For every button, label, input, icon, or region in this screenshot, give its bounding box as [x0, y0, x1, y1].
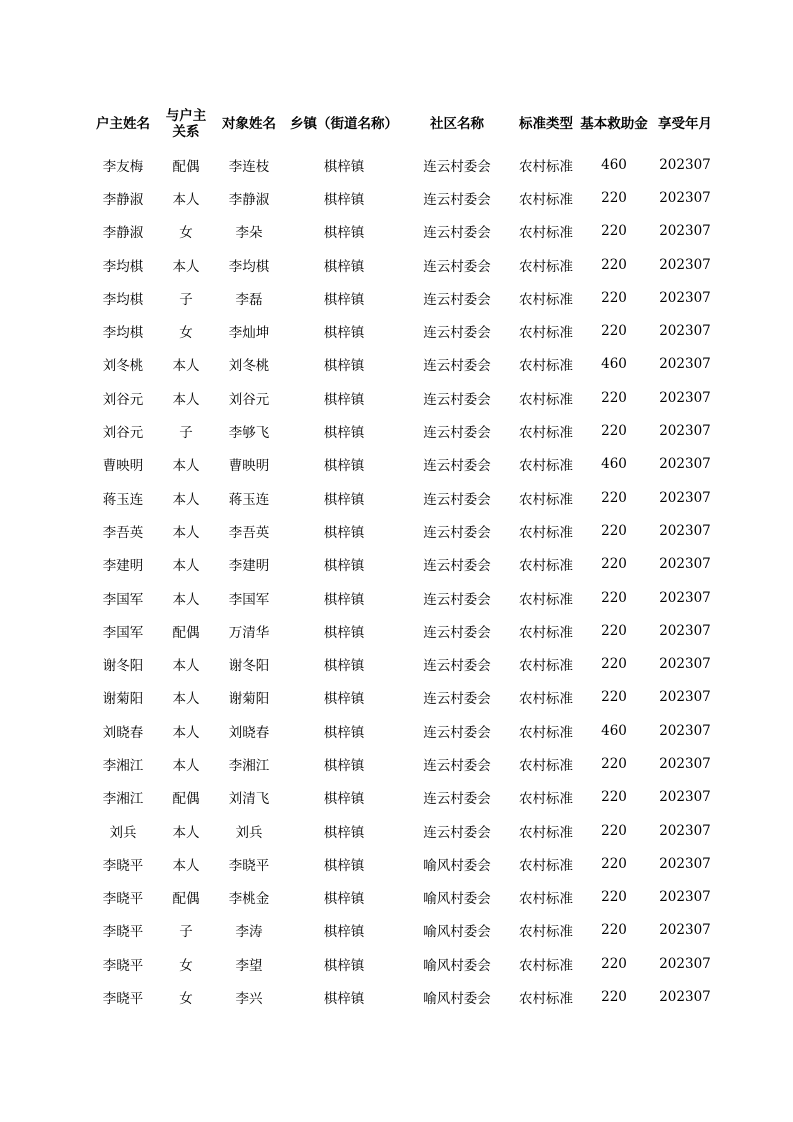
- table-row: [84, 481, 720, 514]
- cell-township: 棋梓镇: [323, 225, 365, 242]
- cell-township: 棋梓镇: [323, 358, 365, 375]
- cell-township: 棋梓镇: [323, 591, 365, 608]
- cell-householder: 谢冬阳: [102, 658, 144, 675]
- cell-community: 连云村委会: [423, 158, 491, 175]
- cell-township: 棋梓镇: [323, 325, 365, 342]
- cell-community: 连云村委会: [423, 225, 491, 242]
- cell-standard-type: 农村标准: [519, 624, 573, 641]
- cell-householder: 李晓平: [102, 924, 144, 941]
- cell-relief-amount: 460: [601, 722, 627, 739]
- cell-period: 202307: [659, 323, 711, 340]
- cell-standard-type: 农村标准: [519, 191, 573, 208]
- cell-relation: 女: [179, 957, 193, 974]
- cell-relation: 子: [179, 425, 193, 442]
- cell-householder: 刘冬桃: [102, 358, 144, 375]
- cell-relief-amount: 220: [601, 189, 627, 206]
- cell-relief-amount: 460: [601, 456, 627, 473]
- cell-relation: 女: [179, 225, 193, 242]
- cell-relation: 女: [179, 325, 193, 342]
- cell-community: 喻风村委会: [423, 857, 491, 874]
- cell-township: 棋梓镇: [323, 558, 365, 575]
- cell-standard-type: 农村标准: [519, 358, 573, 375]
- cell-period: 202307: [659, 156, 711, 173]
- cell-householder: 李晓平: [102, 891, 144, 908]
- cell-township: 棋梓镇: [323, 624, 365, 641]
- cell-relief-amount: 220: [601, 223, 627, 240]
- cell-period: 202307: [659, 989, 711, 1006]
- table-row: [84, 881, 720, 914]
- table-row: [84, 847, 720, 880]
- cell-householder: 刘晓春: [102, 724, 144, 741]
- cell-township: 棋梓镇: [323, 524, 365, 541]
- cell-township: 棋梓镇: [323, 291, 365, 308]
- cell-period: 202307: [659, 722, 711, 739]
- header-period: 享受年月: [658, 116, 712, 132]
- cell-relation: 子: [179, 924, 193, 941]
- cell-community: 连云村委会: [423, 824, 491, 841]
- cell-relief-amount: 220: [601, 689, 627, 706]
- table-row: [84, 581, 720, 614]
- cell-householder: 李晓平: [102, 957, 144, 974]
- cell-householder: 李建明: [102, 558, 144, 575]
- cell-householder: 李湘江: [102, 757, 144, 774]
- cell-relation: 子: [179, 291, 193, 308]
- cell-subject-name: 谢菊阳: [228, 691, 270, 708]
- cell-standard-type: 农村标准: [519, 857, 573, 874]
- cell-relief-amount: 220: [601, 955, 627, 972]
- cell-standard-type: 农村标准: [519, 458, 573, 475]
- cell-community: 连云村委会: [423, 391, 491, 408]
- cell-relation: 本人: [172, 524, 200, 541]
- cell-relief-amount: 220: [601, 256, 627, 273]
- table-row: [84, 414, 720, 447]
- header-subject-name: 对象姓名: [222, 116, 276, 132]
- cell-community: 喻风村委会: [423, 891, 491, 908]
- cell-relation: 本人: [172, 591, 200, 608]
- cell-period: 202307: [659, 423, 711, 440]
- table-row: [84, 681, 720, 714]
- table-row: [84, 614, 720, 647]
- cell-subject-name: 李晓平: [228, 857, 270, 874]
- cell-relation: 本人: [172, 724, 200, 741]
- cell-township: 棋梓镇: [323, 724, 365, 741]
- relief-table: [84, 100, 720, 1014]
- cell-township: 棋梓镇: [323, 158, 365, 175]
- cell-householder: 李均棋: [102, 325, 144, 342]
- cell-relation: 本人: [172, 558, 200, 575]
- cell-householder: 李均棋: [102, 291, 144, 308]
- cell-township: 棋梓镇: [323, 191, 365, 208]
- cell-householder: 李国军: [102, 591, 144, 608]
- cell-relief-amount: 460: [601, 356, 627, 373]
- cell-period: 202307: [659, 922, 711, 939]
- cell-subject-name: 李够飞: [228, 425, 270, 442]
- cell-period: 202307: [659, 289, 711, 306]
- cell-township: 棋梓镇: [323, 258, 365, 275]
- cell-period: 202307: [659, 656, 711, 673]
- cell-relief-amount: 220: [601, 323, 627, 340]
- cell-standard-type: 农村标准: [519, 591, 573, 608]
- cell-relation: 本人: [172, 258, 200, 275]
- cell-relief-amount: 220: [601, 423, 627, 440]
- cell-householder: 刘谷元: [102, 391, 144, 408]
- table-row: [84, 148, 720, 181]
- cell-standard-type: 农村标准: [519, 225, 573, 242]
- cell-standard-type: 农村标准: [519, 757, 573, 774]
- cell-householder: 李晓平: [102, 991, 144, 1008]
- cell-community: 连云村委会: [423, 258, 491, 275]
- cell-community: 连云村委会: [423, 425, 491, 442]
- cell-relief-amount: 460: [601, 156, 627, 173]
- header-community: 社区名称: [430, 116, 484, 132]
- table-row: [84, 781, 720, 814]
- cell-township: 棋梓镇: [323, 891, 365, 908]
- cell-township: 棋梓镇: [323, 791, 365, 808]
- cell-relation: 本人: [172, 857, 200, 874]
- cell-relief-amount: 220: [601, 656, 627, 673]
- cell-standard-type: 农村标准: [519, 291, 573, 308]
- cell-period: 202307: [659, 955, 711, 972]
- cell-community: 连云村委会: [423, 358, 491, 375]
- table-row: [84, 314, 720, 347]
- cell-relief-amount: 220: [601, 922, 627, 939]
- cell-community: 连云村委会: [423, 524, 491, 541]
- table-row: [84, 281, 720, 314]
- cell-householder: 李友梅: [102, 158, 144, 175]
- cell-period: 202307: [659, 522, 711, 539]
- cell-relief-amount: 220: [601, 789, 627, 806]
- cell-relation: 本人: [172, 691, 200, 708]
- table-row: [84, 814, 720, 847]
- cell-period: 202307: [659, 689, 711, 706]
- header-township: 乡镇（街道名称）: [290, 116, 398, 132]
- table-row: [84, 348, 720, 381]
- cell-community: 喻风村委会: [423, 991, 491, 1008]
- cell-community: 连云村委会: [423, 724, 491, 741]
- cell-relation: 本人: [172, 358, 200, 375]
- cell-relief-amount: 220: [601, 755, 627, 772]
- cell-period: 202307: [659, 589, 711, 606]
- cell-relief-amount: 220: [601, 989, 627, 1006]
- header-relation: 与户主关系: [165, 108, 207, 140]
- cell-community: 连云村委会: [423, 658, 491, 675]
- cell-community: 连云村委会: [423, 757, 491, 774]
- cell-period: 202307: [659, 755, 711, 772]
- cell-standard-type: 农村标准: [519, 391, 573, 408]
- cell-relation: 配偶: [172, 624, 200, 641]
- table-row: [84, 248, 720, 281]
- cell-period: 202307: [659, 889, 711, 906]
- cell-subject-name: 李磊: [235, 291, 263, 308]
- cell-relief-amount: 220: [601, 822, 627, 839]
- cell-subject-name: 李望: [235, 957, 263, 974]
- cell-relation: 配偶: [172, 791, 200, 808]
- cell-subject-name: 李涛: [235, 924, 263, 941]
- cell-relief-amount: 220: [601, 622, 627, 639]
- header-householder: 户主姓名: [96, 116, 150, 132]
- table-row: [84, 980, 720, 1013]
- cell-relief-amount: 220: [601, 855, 627, 872]
- cell-community: 连云村委会: [423, 591, 491, 608]
- cell-householder: 李国军: [102, 624, 144, 641]
- cell-subject-name: 李均棋: [228, 258, 270, 275]
- cell-subject-name: 李桃金: [228, 891, 270, 908]
- cell-relation: 配偶: [172, 158, 200, 175]
- cell-community: 喻风村委会: [423, 957, 491, 974]
- cell-relation: 本人: [172, 824, 200, 841]
- cell-township: 棋梓镇: [323, 425, 365, 442]
- cell-community: 连云村委会: [423, 291, 491, 308]
- cell-township: 棋梓镇: [323, 991, 365, 1008]
- cell-township: 棋梓镇: [323, 391, 365, 408]
- cell-relation: 本人: [172, 458, 200, 475]
- cell-relief-amount: 220: [601, 556, 627, 573]
- cell-community: 连云村委会: [423, 458, 491, 475]
- cell-subject-name: 李建明: [228, 558, 270, 575]
- cell-subject-name: 刘清飞: [228, 791, 270, 808]
- cell-relation: 本人: [172, 757, 200, 774]
- cell-relief-amount: 220: [601, 289, 627, 306]
- cell-subject-name: 李朵: [235, 225, 263, 242]
- cell-period: 202307: [659, 855, 711, 872]
- cell-period: 202307: [659, 556, 711, 573]
- cell-relief-amount: 220: [601, 589, 627, 606]
- table-row: [84, 947, 720, 980]
- cell-relation: 本人: [172, 191, 200, 208]
- cell-period: 202307: [659, 456, 711, 473]
- cell-subject-name: 李吾英: [228, 524, 270, 541]
- cell-community: 连云村委会: [423, 691, 491, 708]
- cell-community: 喻风村委会: [423, 924, 491, 941]
- cell-standard-type: 农村标准: [519, 724, 573, 741]
- cell-township: 棋梓镇: [323, 957, 365, 974]
- table-body: [84, 148, 720, 1014]
- cell-relation: 本人: [172, 491, 200, 508]
- cell-householder: 曹映明: [102, 458, 144, 475]
- cell-community: 连云村委会: [423, 491, 491, 508]
- cell-standard-type: 农村标准: [519, 957, 573, 974]
- cell-relief-amount: 220: [601, 889, 627, 906]
- cell-relation: 女: [179, 991, 193, 1008]
- cell-relation: 配偶: [172, 891, 200, 908]
- cell-standard-type: 农村标准: [519, 158, 573, 175]
- table-row: [84, 448, 720, 481]
- cell-community: 连云村委会: [423, 191, 491, 208]
- cell-standard-type: 农村标准: [519, 691, 573, 708]
- cell-householder: 李静淑: [102, 191, 144, 208]
- table-row: [84, 647, 720, 680]
- cell-township: 棋梓镇: [323, 458, 365, 475]
- cell-township: 棋梓镇: [323, 757, 365, 774]
- table-row: [84, 548, 720, 581]
- cell-householder: 李均棋: [102, 258, 144, 275]
- cell-relation: 本人: [172, 658, 200, 675]
- cell-subject-name: 刘兵: [235, 824, 263, 841]
- cell-standard-type: 农村标准: [519, 491, 573, 508]
- cell-township: 棋梓镇: [323, 857, 365, 874]
- cell-relief-amount: 220: [601, 489, 627, 506]
- cell-township: 棋梓镇: [323, 924, 365, 941]
- cell-subject-name: 李连枝: [228, 158, 270, 175]
- cell-period: 202307: [659, 822, 711, 839]
- cell-standard-type: 农村标准: [519, 991, 573, 1008]
- table-row: [84, 714, 720, 747]
- cell-period: 202307: [659, 256, 711, 273]
- cell-standard-type: 农村标准: [519, 425, 573, 442]
- cell-standard-type: 农村标准: [519, 891, 573, 908]
- cell-subject-name: 李静淑: [228, 191, 270, 208]
- cell-period: 202307: [659, 356, 711, 373]
- cell-subject-name: 谢冬阳: [228, 658, 270, 675]
- cell-standard-type: 农村标准: [519, 791, 573, 808]
- cell-householder: 谢菊阳: [102, 691, 144, 708]
- table-row: [84, 914, 720, 947]
- cell-subject-name: 李兴: [235, 991, 263, 1008]
- cell-township: 棋梓镇: [323, 824, 365, 841]
- cell-householder: 刘兵: [109, 824, 137, 841]
- cell-period: 202307: [659, 223, 711, 240]
- table-row: [84, 514, 720, 547]
- header-standard-type: 标准类型: [519, 116, 573, 132]
- header-relief-amount: 基本救助金: [580, 116, 648, 132]
- table-header-row: [84, 100, 720, 148]
- cell-subject-name: 刘晓春: [228, 724, 270, 741]
- cell-community: 连云村委会: [423, 624, 491, 641]
- cell-standard-type: 农村标准: [519, 258, 573, 275]
- cell-standard-type: 农村标准: [519, 558, 573, 575]
- cell-period: 202307: [659, 622, 711, 639]
- cell-subject-name: 曹映明: [228, 458, 270, 475]
- cell-relief-amount: 220: [601, 389, 627, 406]
- cell-standard-type: 农村标准: [519, 658, 573, 675]
- cell-householder: 李晓平: [102, 857, 144, 874]
- cell-community: 连云村委会: [423, 325, 491, 342]
- cell-period: 202307: [659, 189, 711, 206]
- cell-householder: 李吾英: [102, 524, 144, 541]
- cell-relief-amount: 220: [601, 522, 627, 539]
- cell-period: 202307: [659, 389, 711, 406]
- cell-subject-name: 刘谷元: [228, 391, 270, 408]
- cell-standard-type: 农村标准: [519, 924, 573, 941]
- cell-householder: 李静淑: [102, 225, 144, 242]
- cell-community: 连云村委会: [423, 558, 491, 575]
- table-row: [84, 215, 720, 248]
- cell-township: 棋梓镇: [323, 491, 365, 508]
- cell-householder: 刘谷元: [102, 425, 144, 442]
- cell-standard-type: 农村标准: [519, 325, 573, 342]
- cell-standard-type: 农村标准: [519, 824, 573, 841]
- table-row: [84, 181, 720, 214]
- cell-subject-name: 刘冬桃: [228, 358, 270, 375]
- cell-subject-name: 李湘江: [228, 757, 270, 774]
- cell-period: 202307: [659, 489, 711, 506]
- cell-householder: 蒋玉连: [102, 491, 144, 508]
- cell-householder: 李湘江: [102, 791, 144, 808]
- cell-standard-type: 农村标准: [519, 524, 573, 541]
- cell-township: 棋梓镇: [323, 658, 365, 675]
- table-row: [84, 747, 720, 780]
- cell-township: 棋梓镇: [323, 691, 365, 708]
- cell-period: 202307: [659, 789, 711, 806]
- cell-subject-name: 万清华: [228, 624, 270, 641]
- table-row: [84, 381, 720, 414]
- cell-community: 连云村委会: [423, 791, 491, 808]
- cell-subject-name: 蒋玉连: [228, 491, 270, 508]
- cell-subject-name: 李国军: [228, 591, 270, 608]
- cell-subject-name: 李灿坤: [228, 325, 270, 342]
- cell-relation: 本人: [172, 391, 200, 408]
